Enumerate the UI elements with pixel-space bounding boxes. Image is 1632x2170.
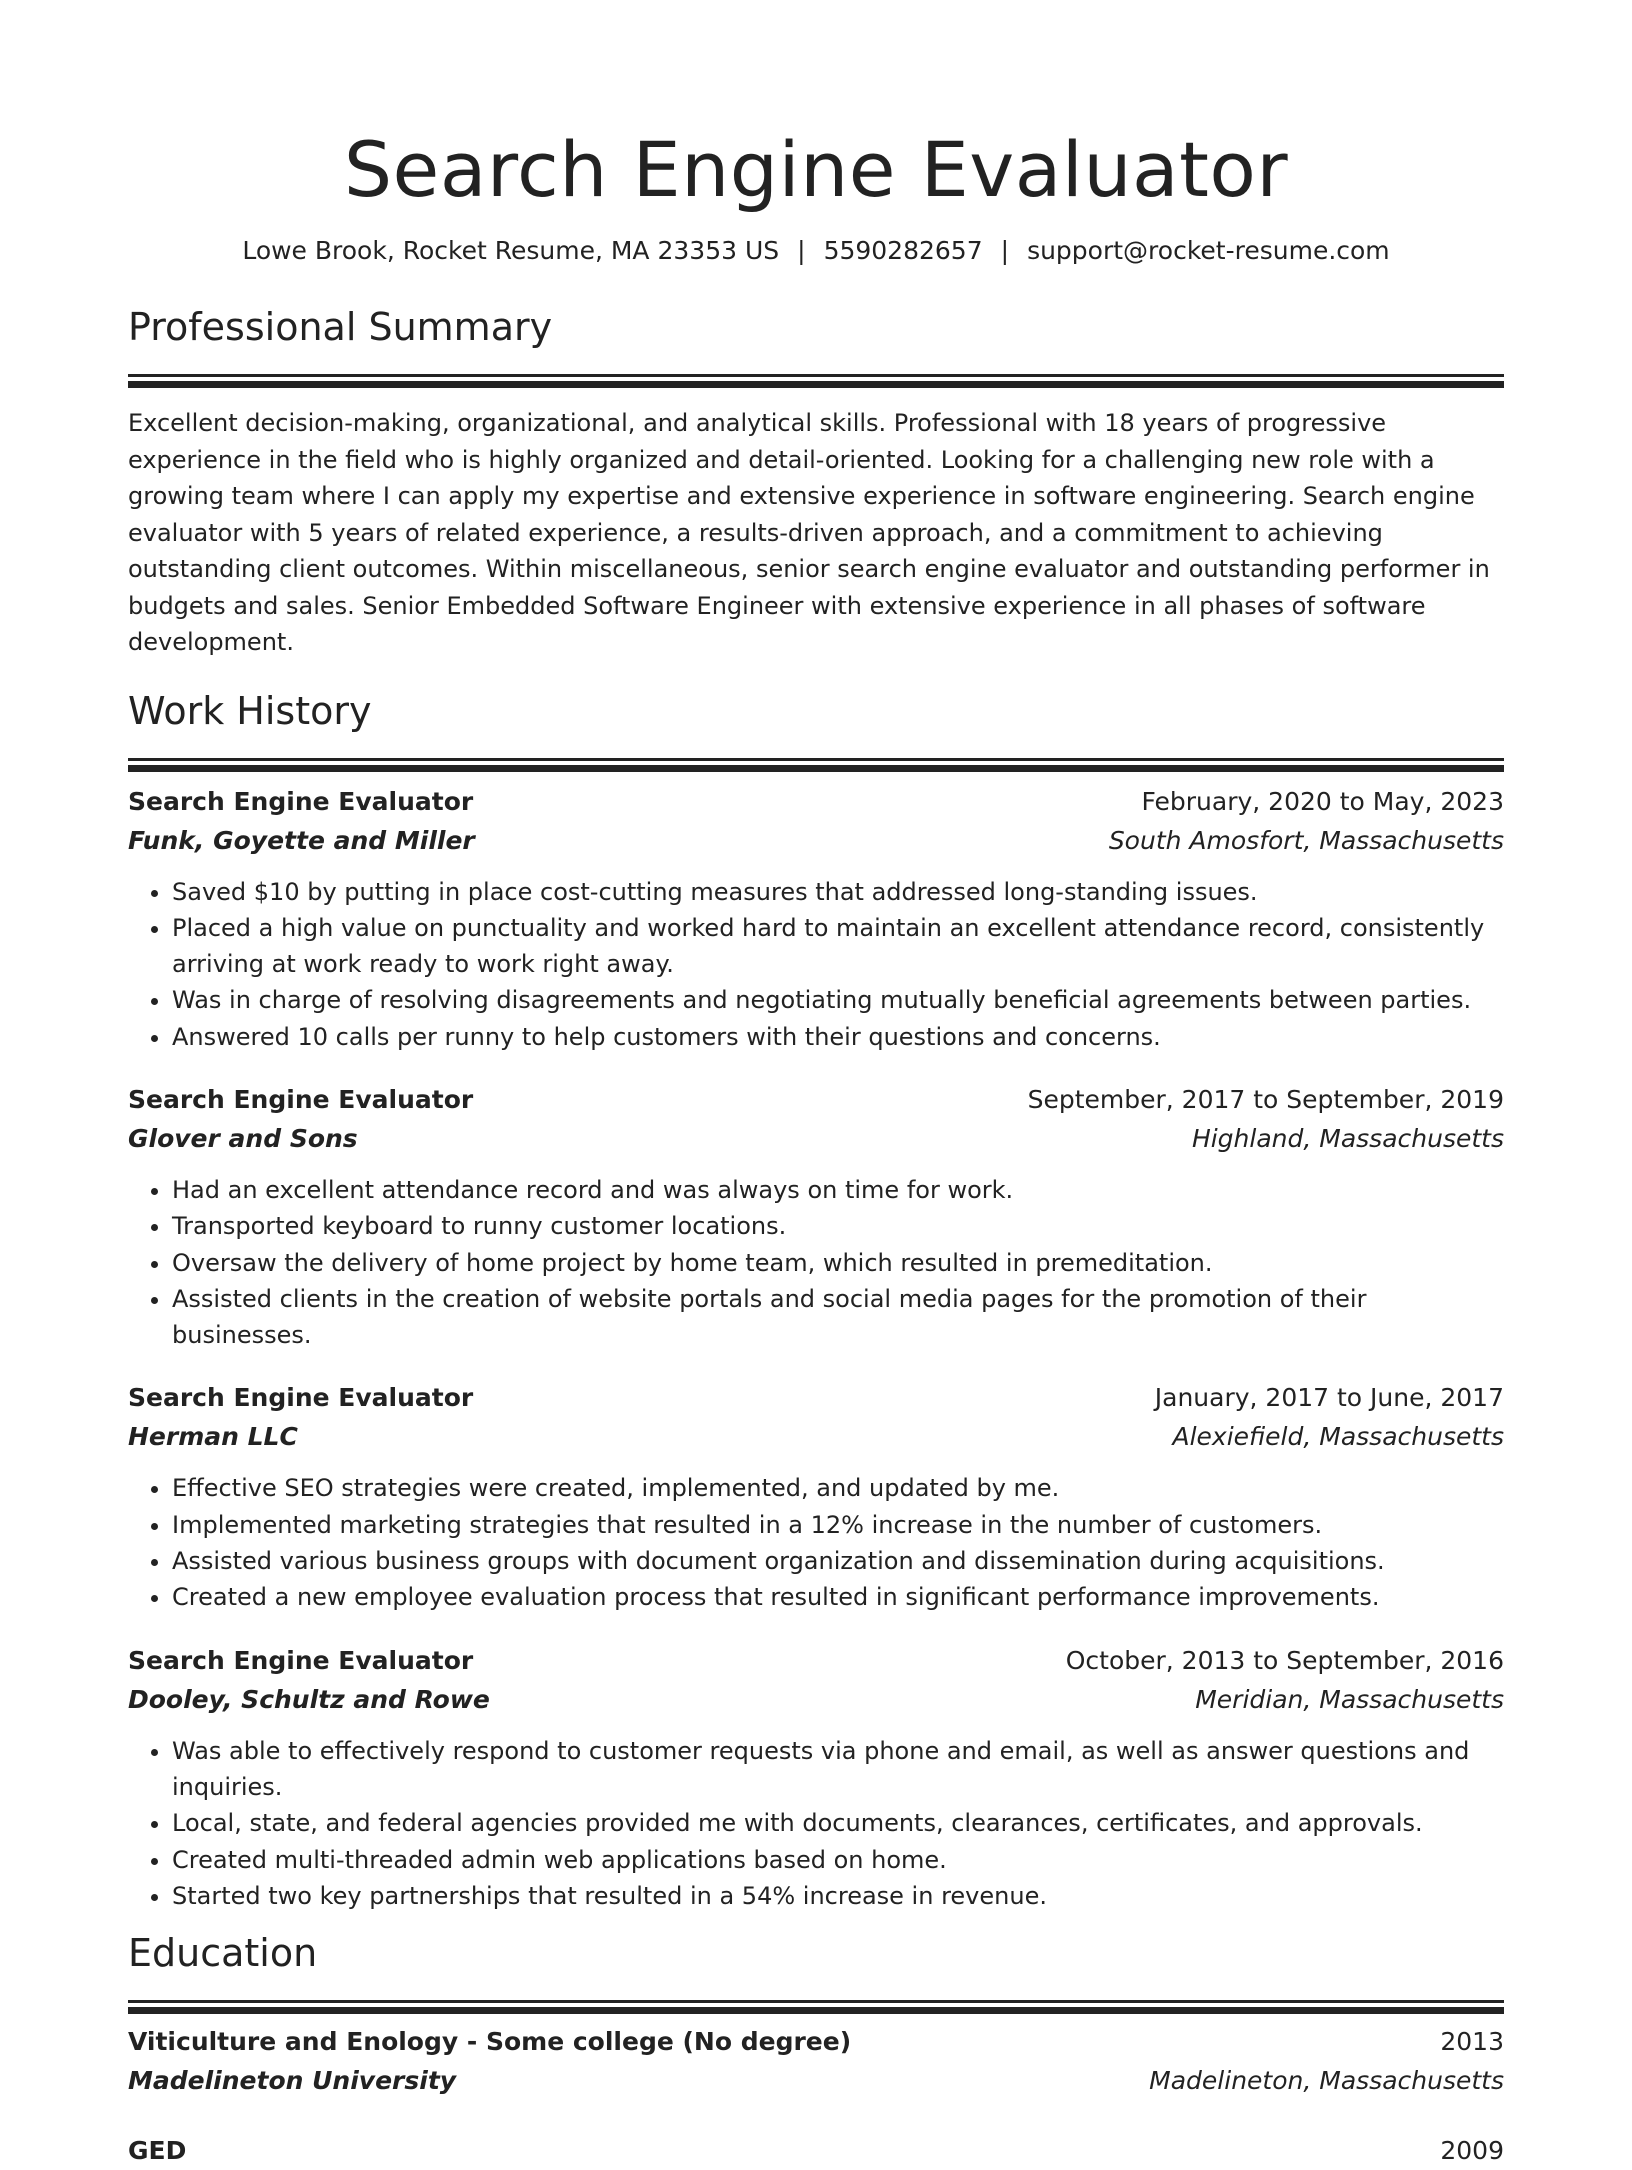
section-title-summary: Professional Summary xyxy=(128,305,553,349)
job-entry xyxy=(128,782,1504,1055)
job-header-row xyxy=(128,1641,1504,1680)
job-company: Glover and Sons xyxy=(128,1123,358,1153)
job-header-row xyxy=(128,1080,1504,1119)
job-company: Herman LLC xyxy=(128,1422,298,1452)
job-bullet: • Assisted clients in the creation of website portals and social media pages for the promotion of their businesses. xyxy=(172,1281,1504,1354)
education-header-row xyxy=(128,2022,1504,2061)
job-bullet: • Saved $10 by putting in place cost-cutting measures that addressed long-standing issues. xyxy=(172,874,1504,910)
education-entry xyxy=(128,2131,1504,2170)
section-title-education: Education xyxy=(128,1931,318,1976)
job-bullet: • Transported keyboard to runny customer locations. xyxy=(172,1208,1504,1244)
resume-page xyxy=(128,0,1504,2170)
job-title: Search Engine Evaluator xyxy=(128,1084,474,1114)
job-bullet: • Assisted various business groups with document organization and dissemination during acquisitions. xyxy=(172,1543,1504,1579)
education-section xyxy=(128,1928,1504,2170)
job-title: Search Engine Evaluator xyxy=(128,1645,474,1675)
job-company-row xyxy=(128,821,1504,860)
job-company-row xyxy=(128,1119,1504,1158)
contact-separator: | xyxy=(797,236,806,265)
section-title-work-history: Work History xyxy=(128,688,372,733)
job-dates: September, 2017 to September, 2019 xyxy=(1027,1084,1504,1114)
job-bullet: • Effective SEO strategies were created, implemented, and updated by me. xyxy=(172,1470,1504,1506)
job-bullet: • Was in charge of resolving disagreements and negotiating mutually beneficial agreements between parties. xyxy=(172,982,1504,1018)
resume-name: Search Engine Evaluator xyxy=(343,125,1289,214)
job-bullets xyxy=(128,1733,1504,1914)
job-bullet: • Implemented marketing strategies that resulted in a 12% increase in the number of customers. xyxy=(172,1507,1504,1543)
work-history-section xyxy=(128,686,1504,1915)
job-bullet: • Oversaw the delivery of home project by home team, which resulted in premeditation. xyxy=(172,1245,1504,1281)
job-location: Meridian, Massachusetts xyxy=(1195,1684,1504,1714)
job-company-row xyxy=(128,1680,1504,1719)
education-entry xyxy=(128,2022,1504,2100)
job-entry xyxy=(128,1641,1504,1914)
job-bullets xyxy=(128,1172,1504,1353)
job-bullet: • Placed a high value on punctuality and worked hard to maintain an excellent attendance record, consistently arriving at work ready to work right away. xyxy=(172,910,1504,983)
job-bullets xyxy=(128,1470,1504,1615)
contact-line xyxy=(128,234,1504,268)
summary-text: Excellent decision-making, organizational, and analytical skills. Professional with 18 years of progressive experience in the field who is highly organized and detail-oriented. Looking for a challenging new role with a growing team where I can apply my expertise and extensive experience in software engineering. Search engine evaluator with 5 years of related experience, a results-driven approach, and a commitment to achieving outstanding client outcomes. Within miscellaneous, senior search engine evaluator and outstanding performer in budgets and sales. Senior Embedded Software Engineer with extensive experience in all phases of software development. xyxy=(128,409,1490,656)
job-company: Funk, Goyette and Miller xyxy=(128,825,475,855)
job-dates: October, 2013 to September, 2016 xyxy=(1065,1645,1504,1675)
contact-separator: | xyxy=(1000,236,1010,265)
contact-email: support@rocket-resume.com xyxy=(1027,236,1390,265)
job-company-row xyxy=(128,1417,1504,1456)
job-bullet: • Created a new employee evaluation process that resulted in significant performance improvements. xyxy=(172,1579,1504,1615)
education-school-row xyxy=(128,2061,1504,2100)
section-divider xyxy=(128,758,1504,761)
education-degree: GED xyxy=(128,2136,187,2166)
contact-phone: 5590282657 xyxy=(823,236,983,265)
job-entry xyxy=(128,1378,1504,1615)
job-location: Alexiefield, Massachusetts xyxy=(1172,1422,1504,1452)
job-bullet: • Was able to effectively respond to customer requests via phone and email, as well as answer questions and inquiries. xyxy=(172,1733,1504,1806)
job-dates: January, 2017 to June, 2017 xyxy=(1154,1383,1504,1413)
summary-section xyxy=(128,302,1504,661)
education-header-row xyxy=(128,2131,1504,2170)
job-header-row xyxy=(128,782,1504,821)
job-entry xyxy=(128,1080,1504,1353)
education-degree: Viticulture and Enology - Some college (No degree) xyxy=(128,2027,852,2057)
education-location: Madelineton, Massachusetts xyxy=(1149,2066,1504,2096)
job-bullet: • Had an excellent attendance record and was always on time for work. xyxy=(172,1172,1504,1208)
job-bullet: • Local, state, and federal agencies provided me with documents, clearances, certificates, and approvals. xyxy=(172,1805,1504,1841)
job-bullet: • Answered 10 calls per runny to help customers with their questions and concerns. xyxy=(172,1019,1504,1055)
section-divider xyxy=(128,374,1504,377)
education-school: Madelineton University xyxy=(128,2066,457,2096)
job-header-row xyxy=(128,1378,1504,1417)
education-year: 2013 xyxy=(1440,2027,1504,2057)
job-location: Highland, Massachusetts xyxy=(1191,1123,1504,1153)
job-title: Search Engine Evaluator xyxy=(128,1383,474,1413)
education-year: 2009 xyxy=(1440,2136,1504,2166)
job-company: Dooley, Schultz and Rowe xyxy=(128,1684,490,1714)
job-bullet: • Started two key partnerships that resulted in a 54% increase in revenue. xyxy=(172,1878,1504,1914)
job-location: South Amosfort, Massachusetts xyxy=(1108,825,1504,855)
job-title: Search Engine Evaluator xyxy=(128,786,474,816)
section-divider xyxy=(128,2000,1504,2003)
job-bullets xyxy=(128,874,1504,1055)
job-bullet: • Created multi-threaded admin web applications based on home. xyxy=(172,1842,1504,1878)
job-dates: February, 2020 to May, 2023 xyxy=(1141,786,1504,816)
contact-address: Lowe Brook, Rocket Resume, MA 23353 US xyxy=(242,236,780,265)
